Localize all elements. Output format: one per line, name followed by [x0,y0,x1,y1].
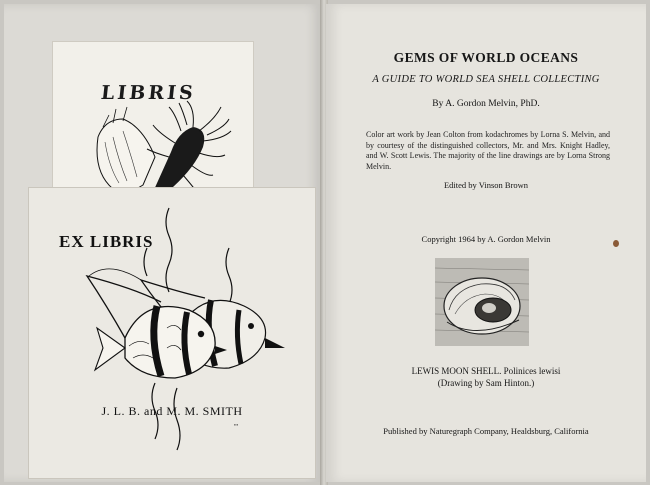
moon-shell-drawing [435,258,529,346]
publisher-line: Published by Naturegraph Company, Healdsburg, California [383,426,589,436]
libris-title: LIBRIS [99,82,197,104]
editor-credit: Edited by Vinson Brown [443,180,529,190]
figure-caption: LEWIS MOON SHELL. Polinices lewisi [411,366,561,376]
libris-bookplate [52,41,254,201]
ex-libris-bookplate [28,187,316,479]
title-page [326,4,646,482]
bookplate-owner-name: J. L. B. and M. M. SMITH [101,404,243,418]
figure-attribution: (Drawing by Sam Hinton.) [437,378,535,388]
ex-libris-title: EX LIBRIS [59,232,154,251]
moon-shell-icon [435,258,529,346]
book-subtitle: A GUIDE TO WORLD SEA SHELL COLLECTING [372,74,600,85]
book-author: By A. Gordon Melvin, PhD. [432,99,540,109]
copyright-notice: Copyright 1964 by A. Gordon Melvin [421,234,551,244]
venus-comb-shell-illustration [83,97,233,197]
art-credits: Color art work by Jean Colton from kodachromes by Lorna S. Melvin, and by courtesy of the distinguished collectors, Mr. and Mrs. Knight Hadley, and W. Scott Lewis. The majority of the line drawings are by Lorna Strong Melvin. [366,130,610,171]
artist-mark: ▪▪▪ [234,422,239,427]
paper-stain [613,240,619,247]
book-title: GEMS OF WORLD OCEANS [393,50,579,65]
left-page [4,4,322,482]
moorish-idol-fish-illustration [29,188,315,478]
